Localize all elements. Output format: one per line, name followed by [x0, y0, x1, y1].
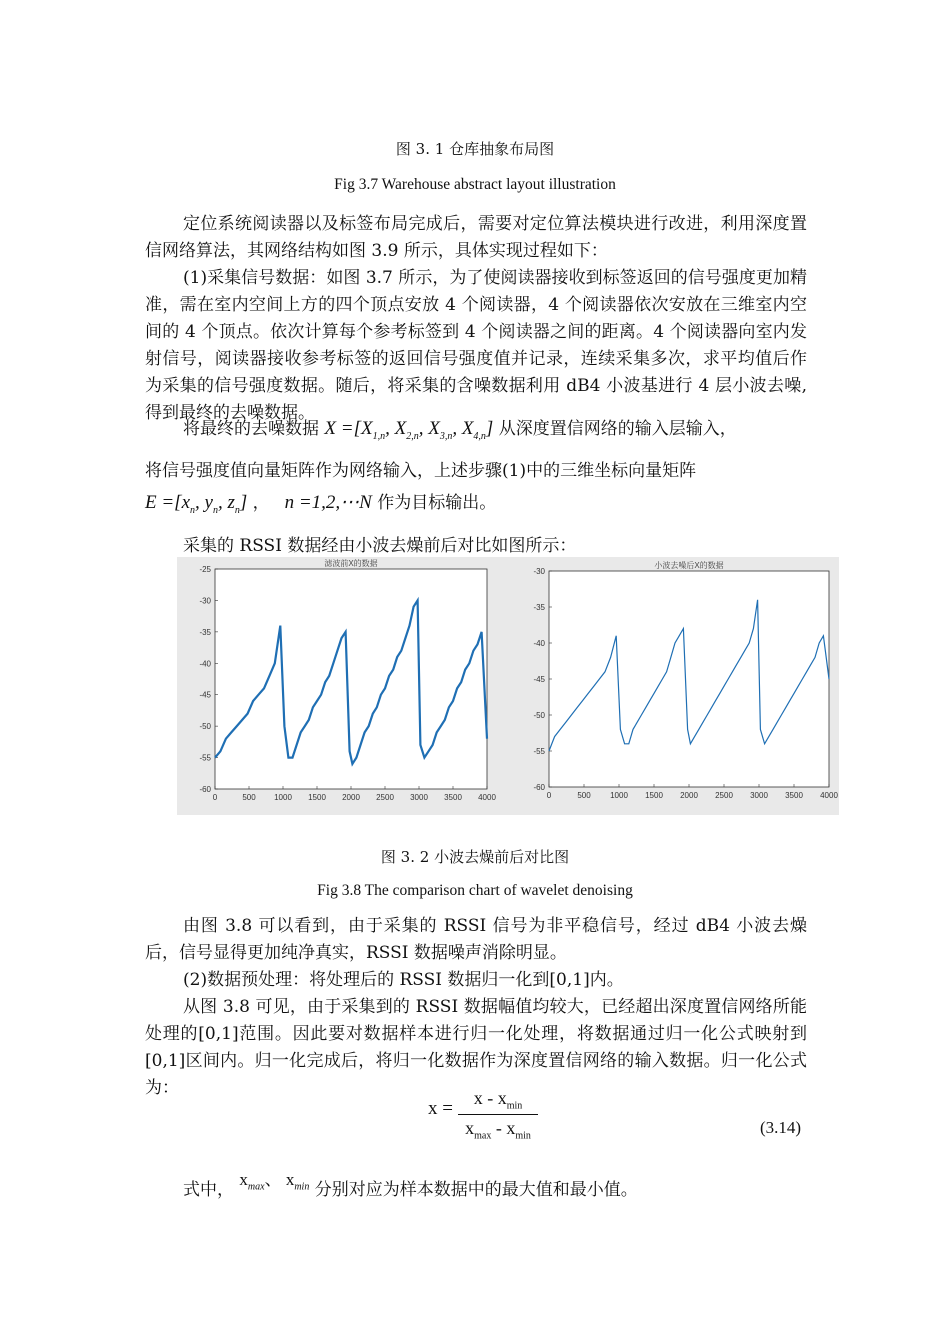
x-tick-label: 500 [242, 793, 256, 802]
equation-number: (3.14) [760, 1118, 802, 1137]
figure-caption-en-2: Fig 3.8 The comparison chart of wavelet denoising [317, 882, 633, 899]
x-tick-label: 3500 [785, 791, 803, 800]
text-fragment: 作为目标输出。 [377, 493, 497, 513]
formula-e-matrix: $E =[x_n$, $y_n$, $z_n$] [145, 492, 248, 516]
y-tick-label: -55 [533, 747, 545, 756]
y-tick-label: -25 [199, 565, 211, 574]
equation-lhs: x = [428, 1098, 453, 1119]
text-fragment: 分别对应为样本数据中的最大值和最小值。 [314, 1180, 638, 1200]
x-tick-label: 500 [577, 791, 591, 800]
x-tick-label: 4000 [820, 791, 838, 800]
equation-denominator: $x_{max} - x_{min}$ [465, 1118, 531, 1142]
x-tick-label: 2000 [342, 793, 360, 802]
x-tick-label: 4000 [478, 793, 496, 802]
paragraph-input-vector [145, 415, 807, 450]
figure-wavelet-comparison [177, 557, 839, 815]
paragraph-step-2: (2)数据预处理：将处理后的 RSSI 数据归一化到[0,1]内。 [183, 970, 624, 990]
paragraph-step-1: (1)采集信号数据：如图 3.7 所示，为了使阅读器接收到标签返回的信号强度更加精准，需在室内空间上方的四个顶点安放 4 个阅读器，4 个阅读器依次安放在三维室内空间的 4 个顶点。依次计算每个参考标签到 4 个阅读器之间的距离。4 个阅读器向室内发射信号，阅读器接收参考标签的返回信号强度值并记录，连续采集多次，求平均值后作为采集的信号强度数据。随后，将采集的含噪数据利用 dB4 小波基进行 4 层小波去噪,得到最终的去噪数据。 [145, 268, 807, 423]
y-tick-label: -35 [533, 603, 545, 612]
fraction-bar [458, 1114, 538, 1115]
formula-n-range: n =1,2,⋯N [275, 492, 372, 513]
paragraph-intro: 定位系统阅读器以及标签布局完成后，需要对定位算法模块进行改进，利用深度置信网络算法，其网络结构如图 3.9 所示，具体实现过程如下： [145, 214, 807, 261]
x-tick-label: 3000 [410, 793, 428, 802]
y-tick-label: -40 [533, 639, 545, 648]
text-fragment: 从深度置信网络的输入层输入， [498, 419, 737, 439]
y-tick-label: -50 [533, 711, 545, 720]
y-tick-label: -45 [533, 675, 545, 684]
chart-svg [177, 557, 839, 815]
text-fragment: 将最终的去噪数据 [183, 419, 319, 439]
text-fragment: ， [252, 493, 270, 513]
y-tick-label: -60 [533, 783, 545, 792]
x-tick-label: 0 [212, 793, 218, 802]
chart-title: 滤波前X的数据 [324, 559, 378, 568]
figure-caption-cn-2: 图 3. 2 小波去燥前后对比图 [380, 848, 570, 866]
text-fragment: 将信号强度值向量矩阵作为网络输入，上述步骤(1)中的三维坐标向量矩阵 [145, 461, 697, 481]
y-tick-label: -60 [199, 785, 211, 794]
figure-caption-cn: 图 3. 1 仓库抽象布局图 [395, 140, 555, 158]
x-tick-label: 2500 [376, 793, 394, 802]
x-tick-label: 3000 [750, 791, 768, 800]
formula-xmax-xmin: $x_{max}$、 $x_{min}$ [239, 1170, 310, 1193]
formula-x-vector: $X =[X_{1,n}$, $X_{2,n}$, $X_{3,n}$, $X_{4,n}$] [324, 418, 494, 442]
y-tick-label: -40 [199, 659, 211, 669]
text-fragment: 式中， [183, 1180, 234, 1200]
y-tick-label: -30 [533, 567, 545, 576]
x-tick-label: 1000 [274, 793, 292, 802]
y-tick-label: -45 [199, 690, 211, 700]
chart-title: 小波去噪后X的数据 [654, 561, 724, 570]
text-fragment: 采集的 RSSI 数据经由小波去燥前后对比如图所示： [183, 536, 577, 556]
paragraph-block-2 [145, 913, 807, 1102]
x-tick-label: 3500 [444, 793, 462, 802]
paragraph-block-1 [145, 211, 807, 427]
paragraph-target-output [145, 458, 807, 524]
y-tick-label: -50 [199, 722, 211, 732]
x-tick-label: 1500 [308, 793, 326, 802]
x-tick-label: 1000 [610, 791, 628, 800]
x-tick-label: 2000 [680, 791, 698, 800]
paragraph-normalization: 从图 3.8 可见，由于采集到的 RSSI 数据幅值均较大，已经超出深度置信网络所能处理的[0,1]范围。因此要对数据样本进行归一化处理，将数据通过归一化公式映射到[0,1]区间内。归一化完成后，将归一化数据作为深度置信网络的输入数据。归一化公式为： [145, 997, 807, 1098]
chart-plot-area [549, 571, 829, 787]
x-tick-label: 0 [546, 791, 552, 800]
paragraph-analysis: 由图 3.8 可以看到，由于采集的 RSSI 信号为非平稳信号，经过 dB4 小波去燥后，信号显得更加纯净真实，RSSI 数据噪声消除明显。 [145, 916, 807, 963]
paragraph-formula-explain [145, 1166, 807, 1204]
y-tick-label: -30 [199, 596, 211, 606]
x-tick-label: 2500 [715, 791, 733, 800]
figure-caption-en: Fig 3.7 Warehouse abstract layout illustration [334, 176, 616, 193]
y-tick-label: -55 [199, 753, 211, 763]
y-tick-label: -35 [199, 627, 211, 637]
x-tick-label: 1500 [645, 791, 663, 800]
paragraph-rssi-intro [145, 533, 807, 560]
equation-numerator: x - $x_{min}$ [473, 1088, 523, 1112]
